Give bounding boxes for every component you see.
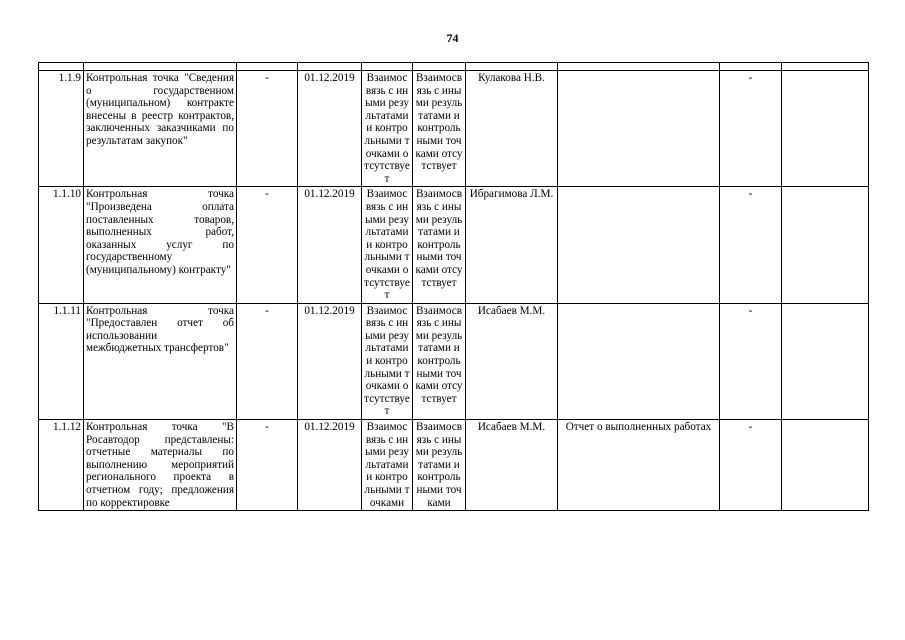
relation-previous: Взаимосвязь с иными результатами и контрольными точками <box>362 420 413 511</box>
table-row <box>39 71 869 187</box>
end-date: 01.12.2019 <box>298 420 362 511</box>
relation-previous: Взаимосвязь с иными результатами и контрольными точками отсутствует <box>362 303 413 419</box>
table-row <box>39 187 869 303</box>
extra-cell <box>782 303 869 419</box>
control-point-name: Контрольная точка "Предоставлен отчет об использовании межбюджетных трансфертов" <box>84 303 237 419</box>
table-row <box>39 303 869 419</box>
control-points-table <box>38 62 869 511</box>
relation-next: Взаимосвязь с иными результатами и контрольными точками отсутствует <box>413 187 466 303</box>
extra-cell <box>782 71 869 187</box>
row-number: 1.1.11 <box>39 303 84 419</box>
result-document: Отчет о выполненных работах <box>558 420 720 511</box>
row-number: 1.1.10 <box>39 187 84 303</box>
table-row <box>39 420 869 511</box>
responsible-person: Исабаев М.М. <box>466 303 558 419</box>
responsible-person: Ибрагимова Л.М. <box>466 187 558 303</box>
relation-next: Взаимосвязь с иными результатами и контрольными точками <box>413 420 466 511</box>
relation-previous: Взаимосвязь с иными результатами и контрольными точками отсутствует <box>362 187 413 303</box>
start-date: - <box>237 303 298 419</box>
relation-previous: Взаимосвязь с иными результатами и контрольными точками отсутствует <box>362 71 413 187</box>
end-date: 01.12.2019 <box>298 71 362 187</box>
extra-cell <box>782 187 869 303</box>
row-number: 1.1.12 <box>39 420 84 511</box>
control-point-name: Контрольная точка "Сведения о государственном (муниципальном) контракте внесены в реестр контрактов, заключенных заказчиками по результатам закупок" <box>84 71 237 187</box>
start-date: - <box>237 71 298 187</box>
responsible-person: Кулакова Н.В. <box>466 71 558 187</box>
page-number: 74 <box>446 31 459 45</box>
extra-cell <box>782 420 869 511</box>
control-level: - <box>720 420 782 511</box>
control-level: - <box>720 71 782 187</box>
relation-next: Взаимосвязь с иными результатами и контрольными точками отсутствует <box>413 71 466 187</box>
control-point-name: Контрольная точка "В Росавтодор представлены: отчетные материалы по выполнению мероприятий регионального проекта в отчетном году; предложения по корректировке <box>84 420 237 511</box>
table-header-continuation <box>39 63 869 71</box>
control-level: - <box>720 303 782 419</box>
responsible-person: Исабаев М.М. <box>466 420 558 511</box>
result-document <box>558 187 720 303</box>
end-date: 01.12.2019 <box>298 187 362 303</box>
start-date: - <box>237 187 298 303</box>
control-point-name: Контрольная точка "Произведена оплата поставленных товаров, выполненных работ, оказанных услуг по государственному (муниципальному) контракту" <box>84 187 237 303</box>
result-document <box>558 303 720 419</box>
control-level: - <box>720 187 782 303</box>
start-date: - <box>237 420 298 511</box>
row-number: 1.1.9 <box>39 71 84 187</box>
end-date: 01.12.2019 <box>298 303 362 419</box>
result-document <box>558 71 720 187</box>
relation-next: Взаимосвязь с иными результатами и контрольными точками отсутствует <box>413 303 466 419</box>
